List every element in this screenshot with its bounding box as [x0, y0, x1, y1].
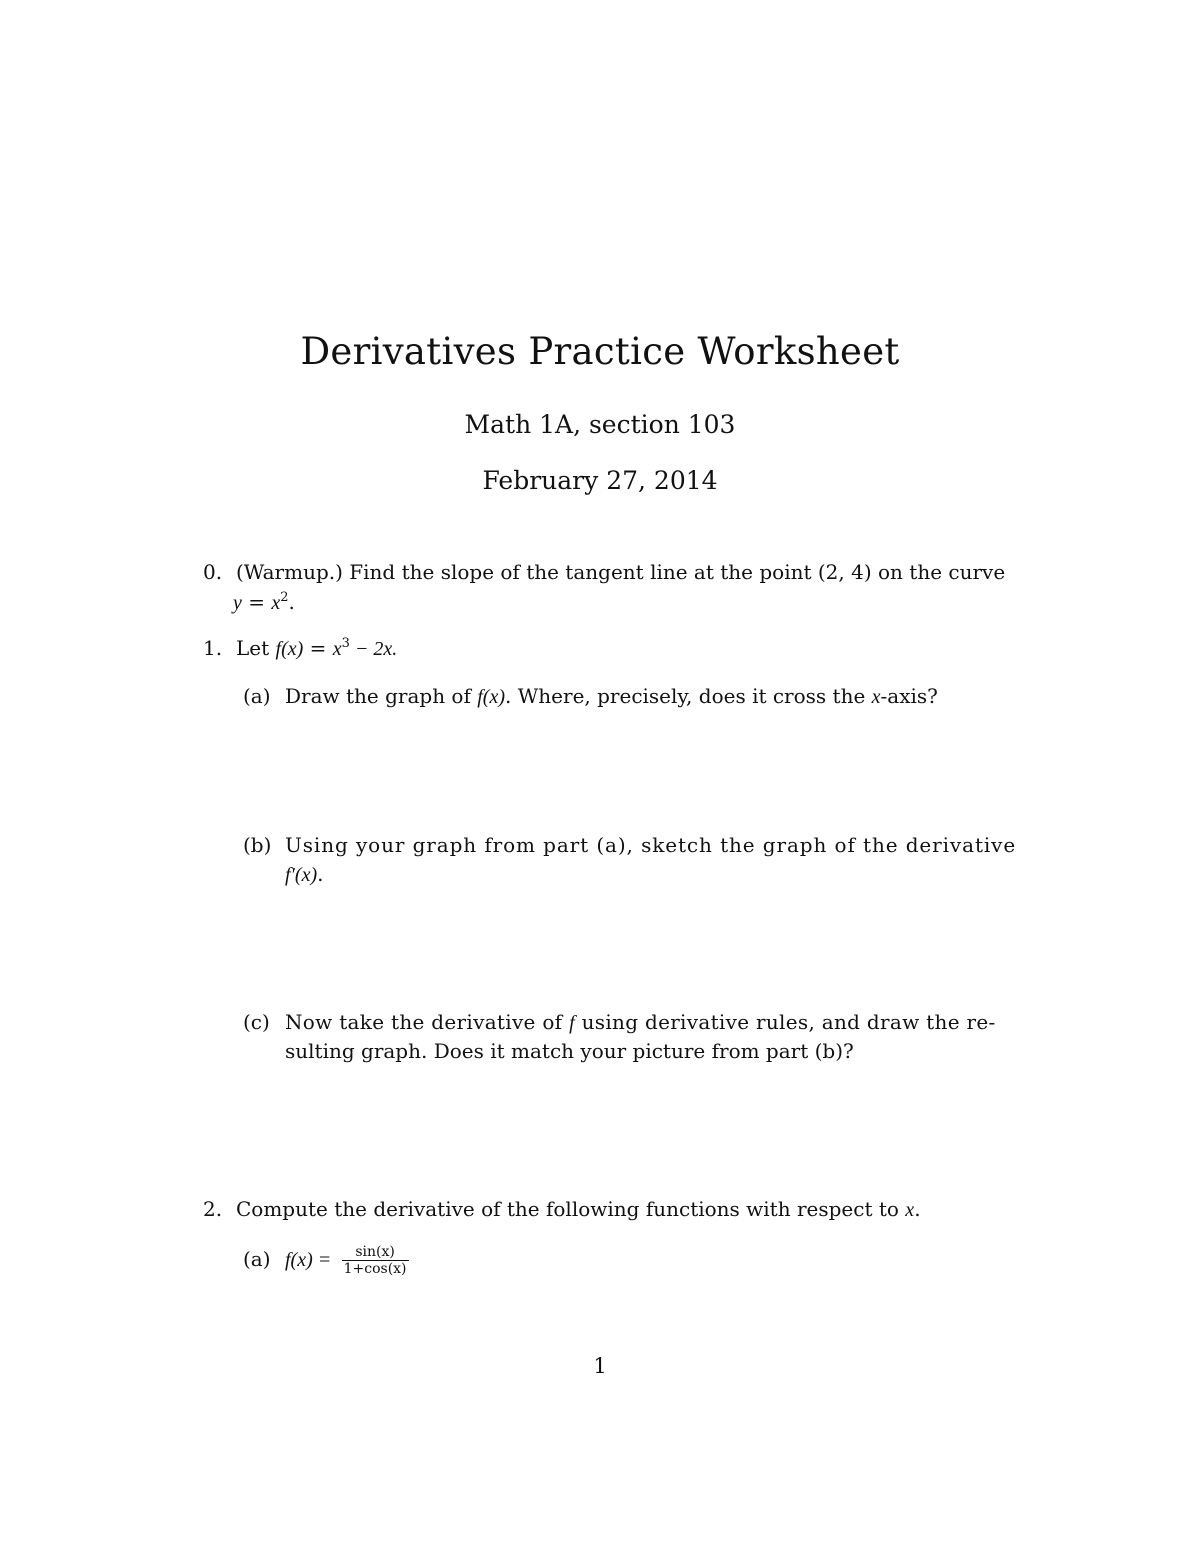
problem-1b-line2: [285, 860, 324, 890]
p1a-fx: f(x): [477, 686, 506, 708]
problem-1b-line1: Using your graph from part (a), sketch the graph of the derivative: [285, 833, 1017, 857]
problem-1c-line1: [285, 1008, 996, 1038]
let-word: Let: [236, 636, 276, 660]
func-equals: =: [303, 636, 333, 660]
p2-x: x: [905, 1199, 915, 1221]
p1a-text-1: Draw the graph of: [285, 684, 478, 708]
f-prime-x: f′(x): [285, 864, 318, 886]
problem-2a-label: (a): [243, 1247, 271, 1271]
page-title: Derivatives Practice Worksheet: [300, 330, 900, 373]
problem-2a-expression: [285, 1238, 409, 1281]
p1c-text-2: using derivative rules, and draw the re-: [574, 1010, 996, 1034]
fraction-denominator: 1+cos(x): [343, 1261, 407, 1277]
course-subtitle: Math 1A, section 103: [464, 410, 736, 439]
p2a-lhs: f(x) =: [285, 1249, 332, 1271]
func-x-cubed: x: [332, 638, 342, 660]
problem-1c-label: (c): [243, 1010, 270, 1034]
problem-1a-text: [285, 682, 938, 712]
p2-text: Compute the derivative of the following functions with respect to: [236, 1197, 906, 1221]
problem-0-text: (Warmup.) Find the slope of the tangent line at the point (2, 4) on the curve: [236, 560, 1006, 584]
problem-1-number: 1.: [203, 636, 223, 660]
p2-period: .: [914, 1197, 921, 1221]
problem-0-number: 0.: [203, 560, 223, 584]
problem-1b-label: (b): [243, 833, 272, 857]
p1c-f: f: [569, 1012, 575, 1034]
p1a-x: x: [871, 686, 881, 708]
func-rest: − 2x.: [349, 638, 398, 660]
eq-equals: =: [241, 590, 272, 614]
date-line: February 27, 2014: [482, 466, 718, 495]
problem-2-text: [236, 1195, 921, 1225]
eq-period: .: [288, 590, 295, 614]
problem-1a-label: (a): [243, 684, 271, 708]
problem-2-number: 2.: [203, 1197, 223, 1221]
eq-x: x: [271, 592, 281, 614]
problem-0-equation: [233, 588, 295, 618]
problem-1-text: [236, 634, 397, 664]
func-arg: (x): [281, 638, 304, 660]
fraction: [342, 1244, 409, 1277]
eq-exponent: 2: [280, 590, 289, 605]
func-exponent: 3: [341, 636, 350, 651]
p1a-text-2: . Where, precisely, does it cross the: [505, 684, 872, 708]
p1a-text-3: -axis?: [880, 684, 938, 708]
p1c-text-1: Now take the derivative of: [285, 1010, 570, 1034]
page-number: 1: [593, 1354, 607, 1378]
fraction-numerator: sin(x): [342, 1244, 409, 1261]
problem-1c-line2: sulting graph. Does it match your picture from part (b)?: [285, 1039, 854, 1063]
eq-y: y: [233, 592, 242, 614]
func-f: f: [275, 638, 282, 660]
p1b-period: .: [317, 862, 324, 886]
